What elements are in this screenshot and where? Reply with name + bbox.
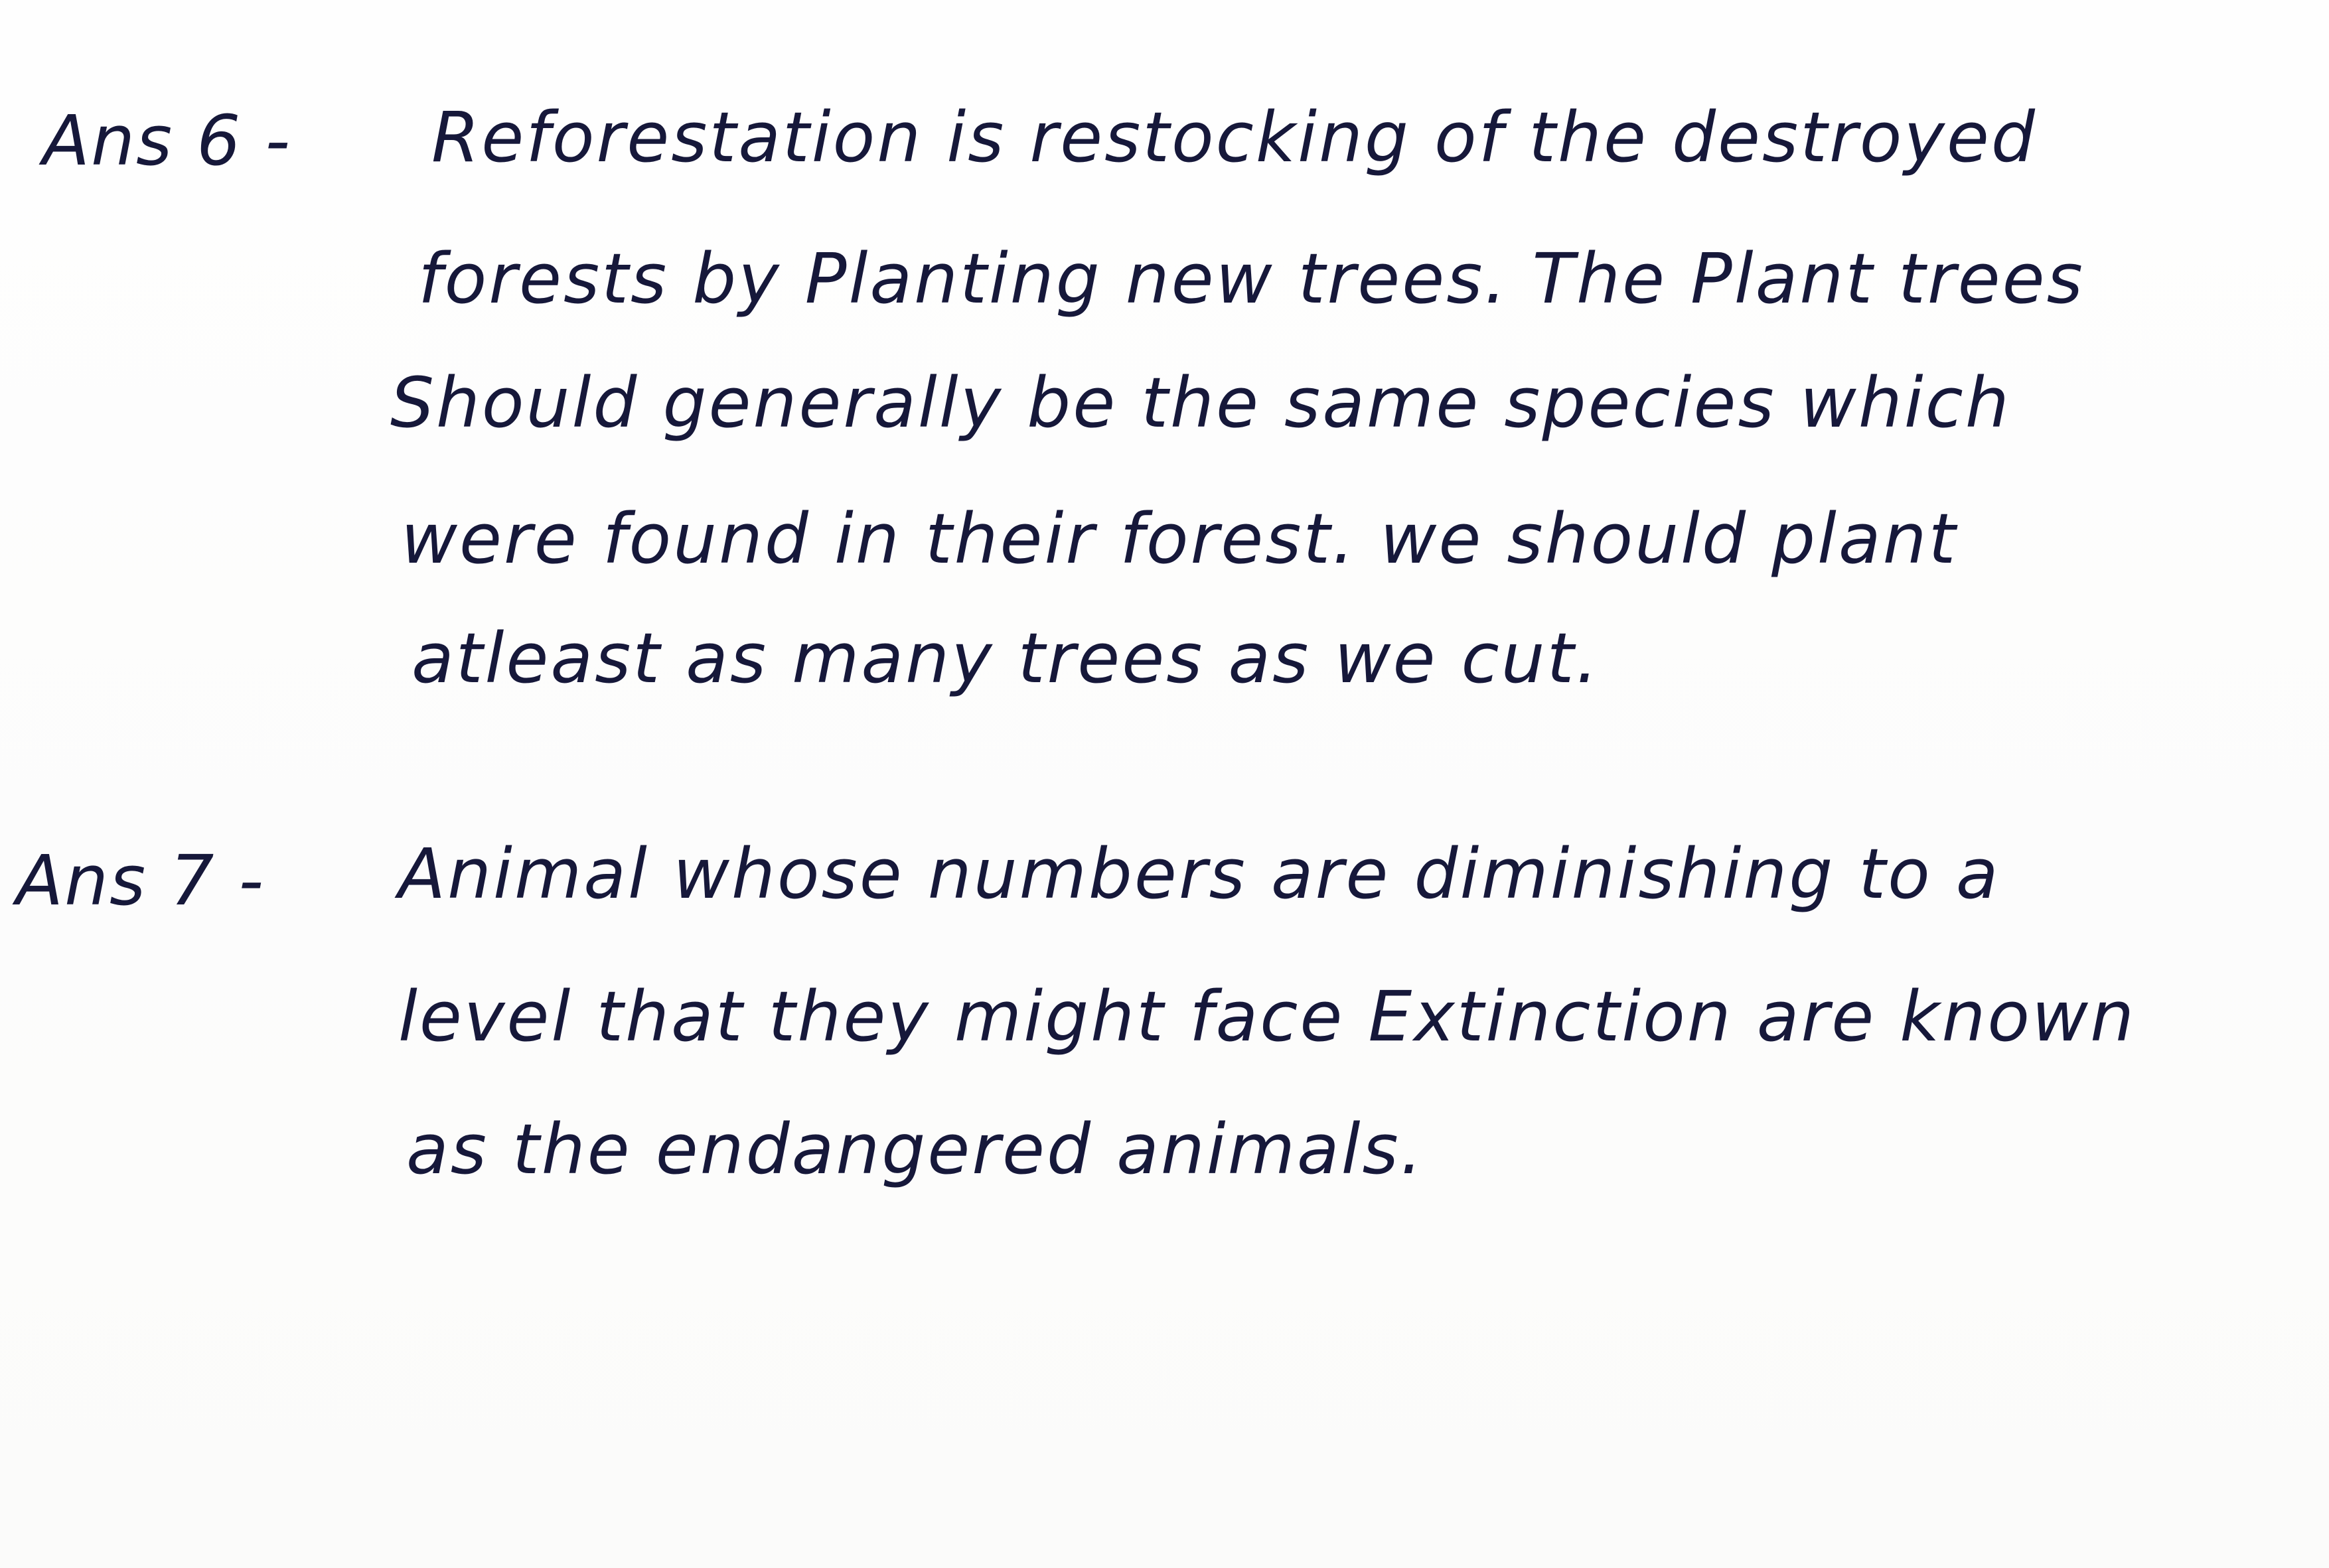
- answer-7-label: Ans 7 -: [16, 840, 265, 921]
- answer-7-line-1: Animal whose numbers are diminishing to a: [398, 833, 2000, 914]
- answer-6-line-2: forests by Planting new trees. The Plant trees: [418, 238, 2085, 319]
- answer-7-line-2: level that they might face Extinction are known: [398, 976, 2137, 1057]
- answer-6-line-5: atleast as many trees as we cut.: [412, 618, 1600, 699]
- answer-6-line-3: Should generally be the same species which: [390, 362, 2011, 443]
- answer-6-line-4: were found in their forest. we should plant: [401, 498, 1958, 579]
- answer-6-line-1: Reforestation is restocking of the destroyed: [431, 97, 2037, 178]
- answer-6-label: Ans 6 -: [42, 100, 292, 181]
- answer-7-line-3: as the endangered animals.: [406, 1109, 1424, 1190]
